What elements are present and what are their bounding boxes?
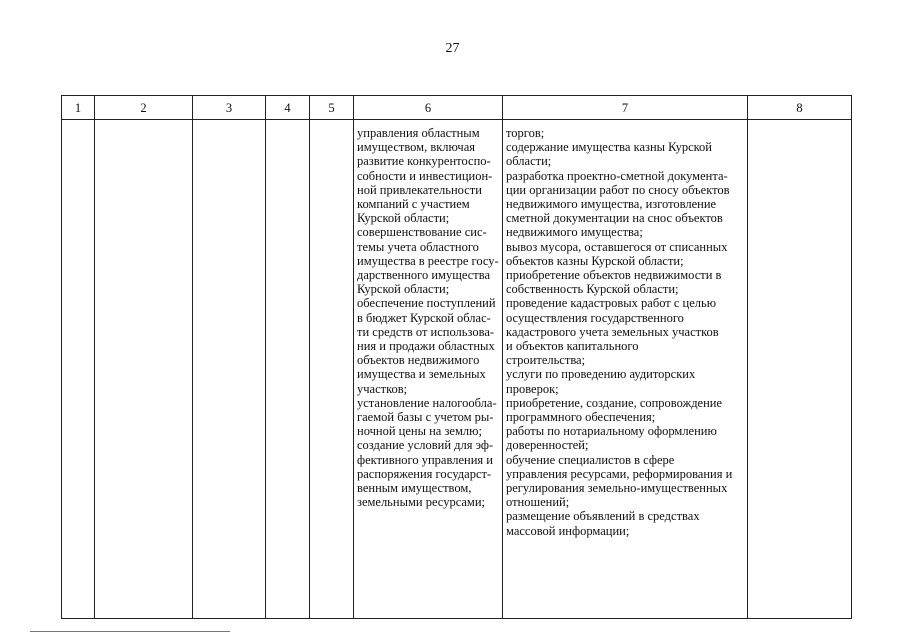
column-header-3: 3 <box>193 96 266 120</box>
col7-line: области; <box>506 154 552 169</box>
col6-line: имущества и земельных <box>357 367 486 382</box>
col7-line: работы по нотариальному оформлению <box>506 424 717 439</box>
col7-line: управления ресурсами, реформирования и <box>506 466 733 481</box>
cell-col2 <box>95 120 193 619</box>
col7-line: проверок; <box>506 381 559 396</box>
cell-col1 <box>62 120 95 619</box>
col7-line: объектов казны Курской области; <box>506 253 684 268</box>
col7-line: обучение специалистов в сфере <box>506 452 675 467</box>
table-header-row <box>62 96 852 120</box>
col7-line: содержание имущества казны Курской <box>506 140 712 155</box>
col7-line: собственность Курской области; <box>506 282 679 297</box>
col6-line: венным имуществом, <box>357 481 472 496</box>
col7-line: недвижимого имущества; <box>506 225 643 240</box>
col6-line: Курской области; <box>357 282 450 297</box>
col7-line: отношений; <box>506 495 570 510</box>
col6-line: ния и продажи областных <box>357 339 495 354</box>
col7-line: сметной документации на снос объектов <box>506 211 723 226</box>
col7-line: программного обеспечения; <box>506 410 656 425</box>
col6-line: обеспечение поступлений <box>357 296 496 311</box>
col6-line: имуществом, включая <box>357 140 475 155</box>
col6-line: объектов недвижимого <box>357 353 480 368</box>
col6-text <box>354 120 502 509</box>
col6-line: ти средств от использова- <box>357 324 495 339</box>
page-number: 27 <box>445 41 460 56</box>
col7-line: услуги по проведению аудиторских <box>506 367 696 382</box>
col7-line: ции организации работ по сносу объектов <box>506 182 730 197</box>
col7-line: осуществления государственного <box>506 310 684 325</box>
table-row <box>62 120 852 619</box>
column-header-7: 7 <box>503 96 748 120</box>
column-header-6: 6 <box>354 96 503 120</box>
col7-text <box>503 120 747 538</box>
col7-line: регулирования земельно-имущественных <box>506 481 728 496</box>
scan-edge-line <box>30 631 230 632</box>
col7-line: доверенностей; <box>506 438 589 453</box>
col7-line: кадастрового учета земельных участков <box>506 324 719 339</box>
column-header-1: 1 <box>62 96 95 120</box>
cell-col7 <box>503 120 748 619</box>
col7-line: торгов; <box>506 126 545 140</box>
col6-line: установление налогообла- <box>357 395 497 410</box>
col6-line: фективного управления и <box>357 452 493 467</box>
col6-line: ной привлекательности <box>357 182 482 197</box>
column-header-4: 4 <box>266 96 310 120</box>
col6-line: собности и инвестицион- <box>357 168 493 183</box>
col6-line: управления областным <box>357 126 480 140</box>
col7-line: разработка проектно-сметной документа- <box>506 168 728 183</box>
col6-line: распоряжения государст- <box>357 466 492 481</box>
column-header-5: 5 <box>310 96 354 120</box>
col7-line: приобретение объектов недвижимости в <box>506 268 722 283</box>
col6-line: Курской области; <box>357 211 450 226</box>
column-header-2: 2 <box>95 96 193 120</box>
cell-col6 <box>354 120 503 619</box>
col7-line: приобретение, создание, сопровождение <box>506 395 723 410</box>
cell-col8 <box>748 120 852 619</box>
budget-table <box>61 95 852 619</box>
col6-line: создание условий для эф- <box>357 438 494 453</box>
col7-line: вывоз мусора, оставшегося от списанных <box>506 239 728 254</box>
col7-line: недвижимого имущества, изготовление <box>506 197 717 212</box>
col7-line: проведение кадастровых работ с целью <box>506 296 717 311</box>
col6-line: развитие конкурентоспо- <box>357 154 491 169</box>
col6-line: совершенствование сис- <box>357 225 487 240</box>
col6-line: земельными ресурсами; <box>357 495 486 510</box>
cell-col5 <box>310 120 354 619</box>
col7-line: и объектов капитального <box>506 339 639 354</box>
col6-line: гаемой базы с учетом ры- <box>357 410 494 425</box>
col6-line: имущества в реестре госу- <box>357 253 499 268</box>
col6-line: компаний с участием <box>357 197 470 212</box>
cell-col3 <box>193 120 266 619</box>
col6-line: темы учета областного <box>357 239 479 254</box>
col6-line: дарственного имущества <box>357 268 490 283</box>
col7-line: массовой информации; <box>506 523 630 538</box>
col7-line: строительства; <box>506 353 586 368</box>
col6-line: участков; <box>357 381 408 396</box>
cell-col4 <box>266 120 310 619</box>
col6-line: ночной цены на землю; <box>357 424 482 439</box>
col6-line: в бюджет Курской облас- <box>357 310 491 325</box>
column-header-8: 8 <box>748 96 852 120</box>
col7-line: размещение объявлений в средствах <box>506 509 700 524</box>
